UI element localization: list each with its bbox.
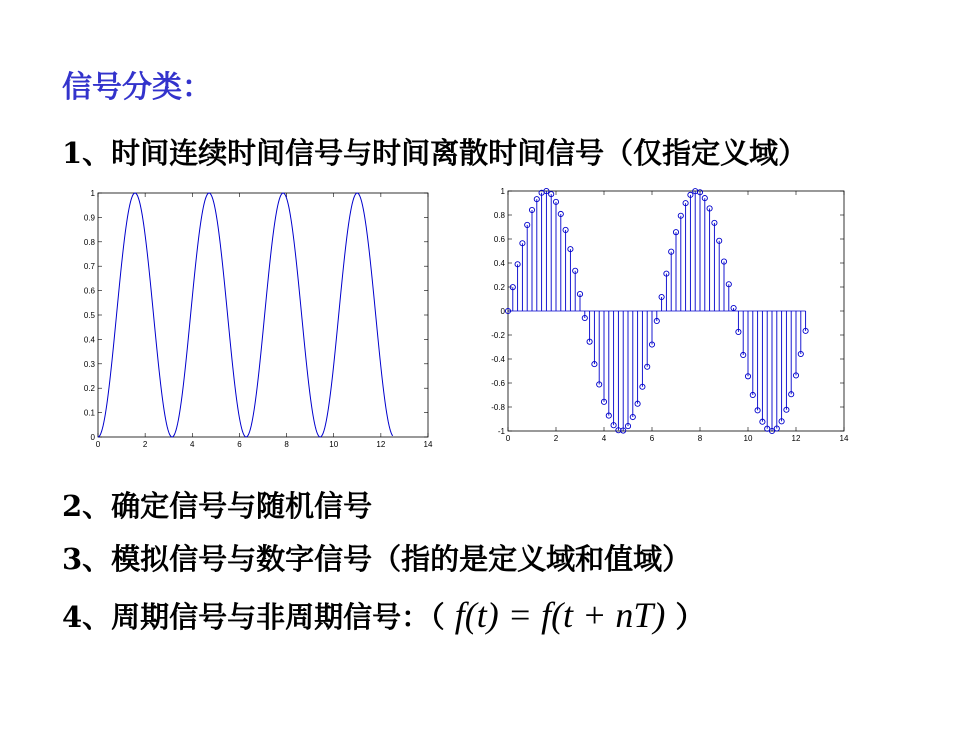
plot2-ytick-label: -0.6 [491,379,505,388]
plot1-ytick-label: 0.9 [83,213,95,223]
plot1-xtick-label: 10 [329,440,339,449]
plot1-ytick-label: 0.5 [83,311,95,320]
plot2-ytick-label: 1 [500,187,505,196]
plot2-ytick-label: 0.8 [493,211,505,220]
plot1-axes-box [98,193,428,437]
plot2-ytick-label: -1 [497,427,505,436]
plot2-ytick-label: -0.2 [491,331,505,340]
plot2-ytick-label: -0.8 [491,403,505,412]
item-periodic-aperiodic [62,594,705,636]
plot1-ytick-label: 0.6 [83,286,95,296]
plot2-xtick-label: 4 [601,434,607,443]
plot1-ytick-label: 0.8 [83,237,95,247]
plot2-ytick-label: 0.2 [493,283,505,292]
plot1-xtick-label: 8 [284,440,289,449]
slide-title: 信号分类： [62,70,212,105]
plot2-xtick-label: 12 [791,434,801,443]
item-deterministic-random: 2、确定信号与随机信号 [62,489,373,523]
item4-prefix: 4、周期信号与非周期信号：（ [62,600,445,634]
plot2-ytick-label: 0 [500,307,505,316]
plot1-ytick-label: 0.3 [83,359,95,369]
plot2-xtick-label: 14 [839,434,849,443]
plot1-xtick-label: 0 [95,440,101,449]
plot1-xtick-label: 6 [237,440,242,449]
item4-suffix: ） [675,600,705,634]
chart-discrete-signal [475,185,855,457]
plot2-xtick-label: 6 [649,434,655,443]
item-continuous-discrete: 1、时间连续时间信号与时间离散时间信号（仅指定义域） [62,136,808,170]
plot1-ytick-label: 0.4 [83,335,95,345]
plot1-ytick-label: 0.7 [83,262,95,272]
plot1-xtick-label: 12 [376,440,386,449]
plot2-xtick-label: 8 [697,434,703,443]
plot2-xtick-label: 2 [553,434,559,443]
periodicity-formula: f(t) = f(t + nT) [454,595,666,635]
plot2-xtick-label: 10 [743,434,753,443]
plot2-ytick-label: 0.6 [493,235,505,244]
plot2-ytick-label: 0.4 [493,259,505,268]
plot2-ytick-label: -0.4 [491,355,505,364]
plot2-xtick-label: 0 [505,434,511,443]
chart-continuous-signal [60,185,440,457]
plot1-ytick-label: 0.1 [83,408,95,418]
item-analog-digital: 3、模拟信号与数字信号（指的是定义域和值域） [62,542,692,576]
plot1-xtick-label: 2 [142,440,148,449]
plot1-ytick-label: 1 [90,189,95,198]
plot1-series-line [98,193,393,437]
plot1-ytick-label: 0.2 [83,384,95,394]
plot1-xtick-label: 14 [423,440,433,449]
plot1-ytick-label: 0 [90,433,95,442]
plot1-xtick-label: 4 [190,440,195,449]
